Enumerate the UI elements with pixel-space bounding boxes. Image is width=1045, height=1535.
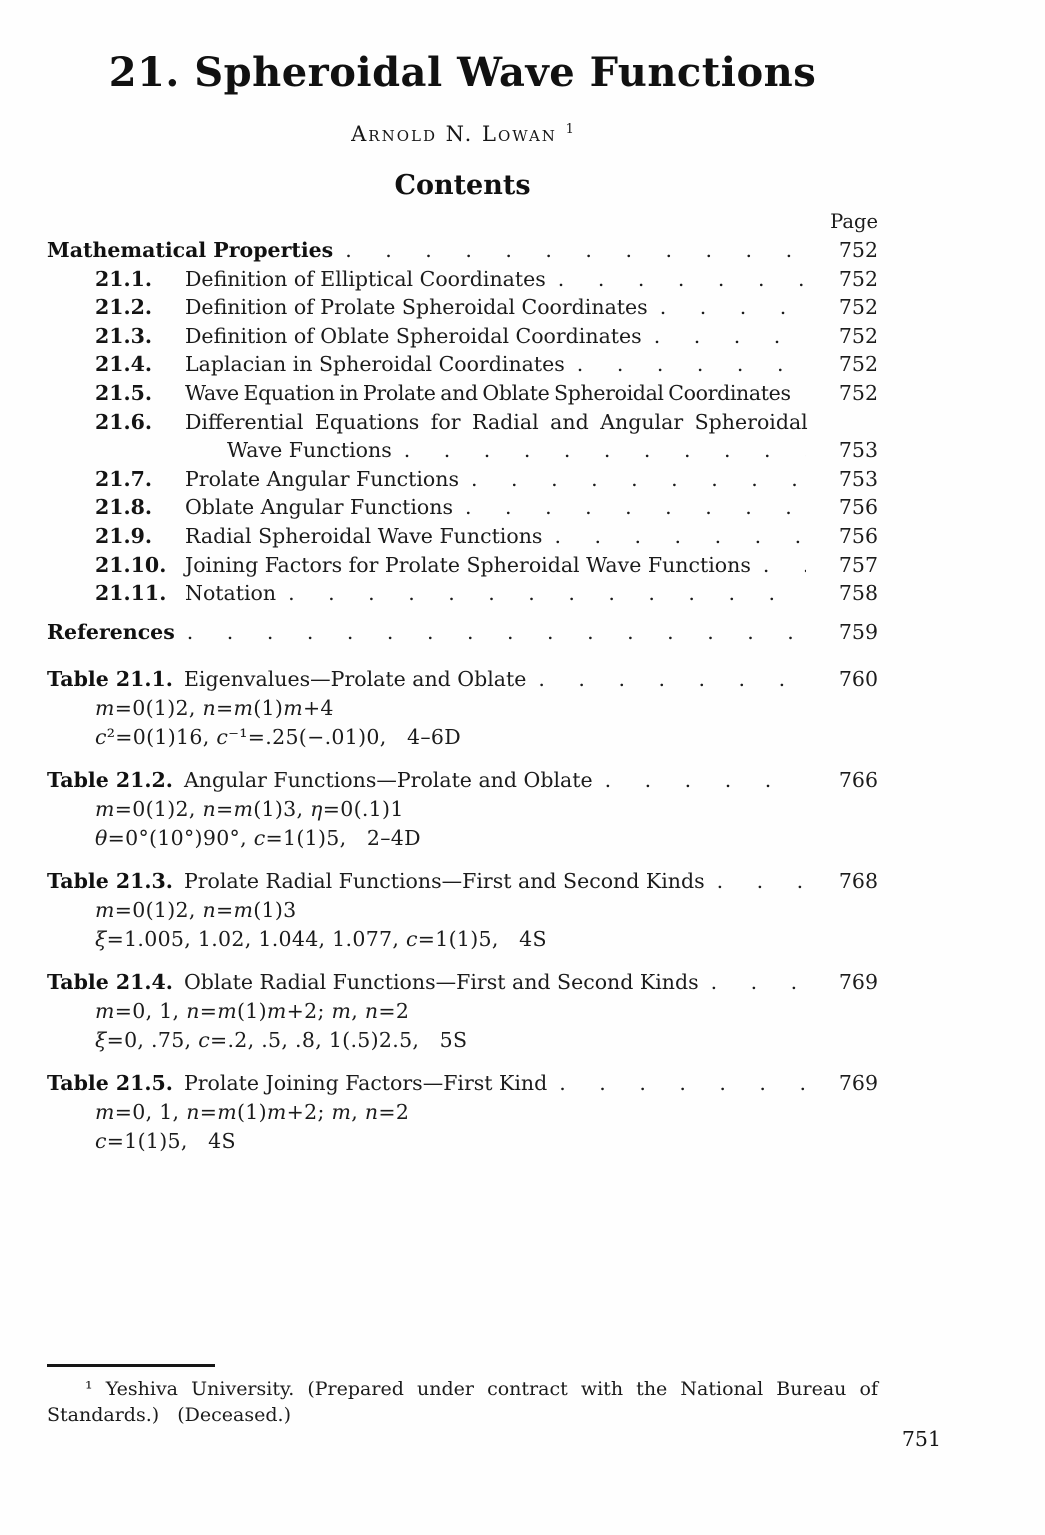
table-entry-page: 766 <box>838 768 878 793</box>
footnote-rule <box>47 1364 215 1367</box>
table-entry-heading <box>47 968 878 997</box>
table-parameter-line: m=0, 1, n=m(1)m+2; m, n=2 <box>95 999 410 1024</box>
toc-entry-21-11 <box>47 579 878 608</box>
toc-entry-references <box>47 618 878 647</box>
table-entry-21-1 <box>47 665 878 752</box>
toc-entry-21-10 <box>47 551 878 580</box>
author-line <box>47 122 878 146</box>
toc-entry-page: 752 <box>838 323 878 348</box>
footnote <box>47 1364 878 1428</box>
toc-entry-number: 21.5. <box>95 380 153 405</box>
table-entry-heading <box>47 665 878 694</box>
toc-entry-page: 756 <box>838 523 878 548</box>
table-parameter-line: c²=0(1)16, c⁻¹=.25(−.01)0, 4–6D <box>95 725 461 750</box>
toc-entry-21-9 <box>47 522 878 551</box>
table-of-contents <box>47 236 878 646</box>
toc-entry-number: 21.2. <box>95 295 153 320</box>
dot-leader <box>763 551 806 580</box>
table-entry-title: Eigenvalues—Prolate and Oblate <box>183 667 527 692</box>
toc-entry-21-3 <box>47 322 878 351</box>
toc-entry-page: 753 <box>838 438 878 463</box>
table-entry-21-4 <box>47 968 878 1055</box>
table-parameter-line: ξ=1.005, 1.02, 1.044, 1.077, c=1(1)5, 4S <box>95 927 547 952</box>
toc-entry-title: Definition of Oblate Spheroidal Coordinates <box>185 323 642 348</box>
toc-entry-page: 752 <box>838 238 878 262</box>
dot-leader <box>187 618 806 647</box>
toc-entry-title: Differential Equations for Radial and Angular Spheroidal <box>185 409 808 434</box>
toc-entry-number: 21.9. <box>95 523 153 548</box>
table-parameter-line: m=0, 1, n=m(1)m+2; m, n=2 <box>95 1100 410 1125</box>
dot-leader <box>558 265 806 294</box>
toc-entry-21-1 <box>47 265 878 294</box>
dot-leader <box>554 522 806 551</box>
toc-entry-page: 756 <box>838 495 878 520</box>
table-entry-page: 760 <box>838 667 878 692</box>
table-entry-title: Prolate Joining Factors—First Kind <box>183 1071 548 1096</box>
table-entry-label: Table 21.5. <box>47 1071 173 1096</box>
toc-entry-mathematical-properties <box>47 236 878 265</box>
toc-entry-title: Definition of Prolate Spheroidal Coordinates <box>185 295 648 320</box>
toc-entry-21-2 <box>47 293 878 322</box>
toc-entry-page: 758 <box>838 581 878 606</box>
toc-entry-page: 757 <box>838 552 878 577</box>
table-entry-title: Angular Functions—Prolate and Oblate <box>183 768 593 793</box>
table-entry-page: 769 <box>838 1071 878 1096</box>
table-entry-heading <box>47 1069 878 1098</box>
toc-entry-number: 21.8. <box>95 495 153 520</box>
toc-entry-title: Prolate Angular Functions <box>185 466 459 491</box>
toc-entry-number: 21.3. <box>95 323 153 348</box>
toc-entry-page: 752 <box>838 295 878 320</box>
toc-entry-page: 752 <box>838 380 878 405</box>
toc-entry-page: 753 <box>838 466 878 491</box>
toc-entry-title: Oblate Angular Functions <box>185 495 453 520</box>
table-parameter-line: m=0(1)2, n=m(1)3, η=0(.1)1 <box>95 797 404 822</box>
dot-leader <box>605 766 806 795</box>
dot-leader <box>471 465 806 494</box>
toc-entry-21-8 <box>47 493 878 522</box>
chapter-title: 21. Spheroidal Wave Functions <box>108 49 817 96</box>
toc-entry-title: Definition of Elliptical Coordinates <box>185 266 546 291</box>
toc-entry-title-continuation: Wave Functions <box>227 438 392 463</box>
footnote-line-2: Standards.) (Deceased.) <box>47 1404 291 1426</box>
toc-entry-21-6-line2 <box>47 436 878 465</box>
table-entry-heading <box>47 867 878 896</box>
author-name: Arnold N. Lowan <box>351 122 557 146</box>
table-parameter-line: ξ=0, .75, c=.2, .5, .8, 1(.5)2.5, 5S <box>95 1028 468 1053</box>
author-footnote-mark: 1 <box>565 122 574 137</box>
table-entry-label: Table 21.2. <box>47 768 173 793</box>
toc-entry-page: 752 <box>838 266 878 291</box>
dot-leader <box>711 968 806 997</box>
dot-leader <box>345 236 806 265</box>
footnote-line-1: ¹ Yeshiva University. (Prepared under contract with the National Bureau of <box>85 1378 878 1400</box>
toc-entry-21-4 <box>47 350 878 379</box>
dot-leader <box>654 322 806 351</box>
dot-leader <box>717 867 806 896</box>
dot-leader <box>660 293 806 322</box>
table-entry-21-3 <box>47 867 878 954</box>
table-entry-label: Table 21.4. <box>47 970 173 995</box>
toc-entry-page: 759 <box>838 619 878 644</box>
toc-entry-title: Wave Equation in Prolate and Oblate Spheroidal Coordinates <box>185 380 791 405</box>
dot-leader <box>538 665 806 694</box>
table-entry-21-2 <box>47 766 878 853</box>
table-entry-label: Table 21.1. <box>47 667 173 692</box>
dot-leader <box>288 579 806 608</box>
toc-entry-title: Radial Spheroidal Wave Functions <box>185 523 543 548</box>
table-parameter-line: m=0(1)2, n=m(1)m+4 <box>95 696 334 721</box>
toc-entry-label: Mathematical Properties <box>47 238 334 262</box>
references-label: References <box>47 619 175 644</box>
table-entry-label: Table 21.3. <box>47 869 173 894</box>
table-parameter-line: m=0(1)2, n=m(1)3 <box>95 898 297 923</box>
toc-entry-21-5 <box>47 379 878 408</box>
table-entry-page: 768 <box>838 869 878 894</box>
toc-entry-number: 21.11. <box>95 581 167 606</box>
toc-entry-title: Laplacian in Spheroidal Coordinates <box>185 352 565 377</box>
contents-heading: Contents <box>394 170 531 201</box>
table-entry-heading <box>47 766 878 795</box>
dot-leader <box>404 436 806 465</box>
toc-entry-number: 21.4. <box>95 352 153 377</box>
table-entry-title: Oblate Radial Functions—First and Second Kinds <box>183 970 699 995</box>
toc-entry-number: 21.6. <box>95 409 153 434</box>
page-column-label: Page <box>830 210 878 233</box>
table-entry-title: Prolate Radial Functions—First and Second Kinds <box>183 869 705 894</box>
toc-entry-title: Joining Factors for Prolate Spheroidal Wave Functions <box>185 552 751 577</box>
toc-entry-number: 21.10. <box>95 552 167 577</box>
toc-entry-number: 21.1. <box>95 266 153 291</box>
toc-entry-page: 752 <box>838 352 878 377</box>
table-parameter-line: θ=0°(10°)90°, c=1(1)5, 2–4D <box>95 826 421 851</box>
toc-entry-21-6-line1 <box>47 408 878 437</box>
toc-entry-21-7 <box>47 465 878 494</box>
toc-entry-title: Notation <box>185 581 277 606</box>
dot-leader <box>465 493 806 522</box>
toc-entry-number: 21.7. <box>95 466 153 491</box>
folio-page-number: 751 <box>901 1427 941 1451</box>
dot-leader <box>559 1069 806 1098</box>
table-entry-21-5 <box>47 1069 878 1156</box>
dot-leader <box>577 350 806 379</box>
table-entry-page: 769 <box>838 970 878 995</box>
table-parameter-line: c=1(1)5, 4S <box>95 1129 236 1154</box>
